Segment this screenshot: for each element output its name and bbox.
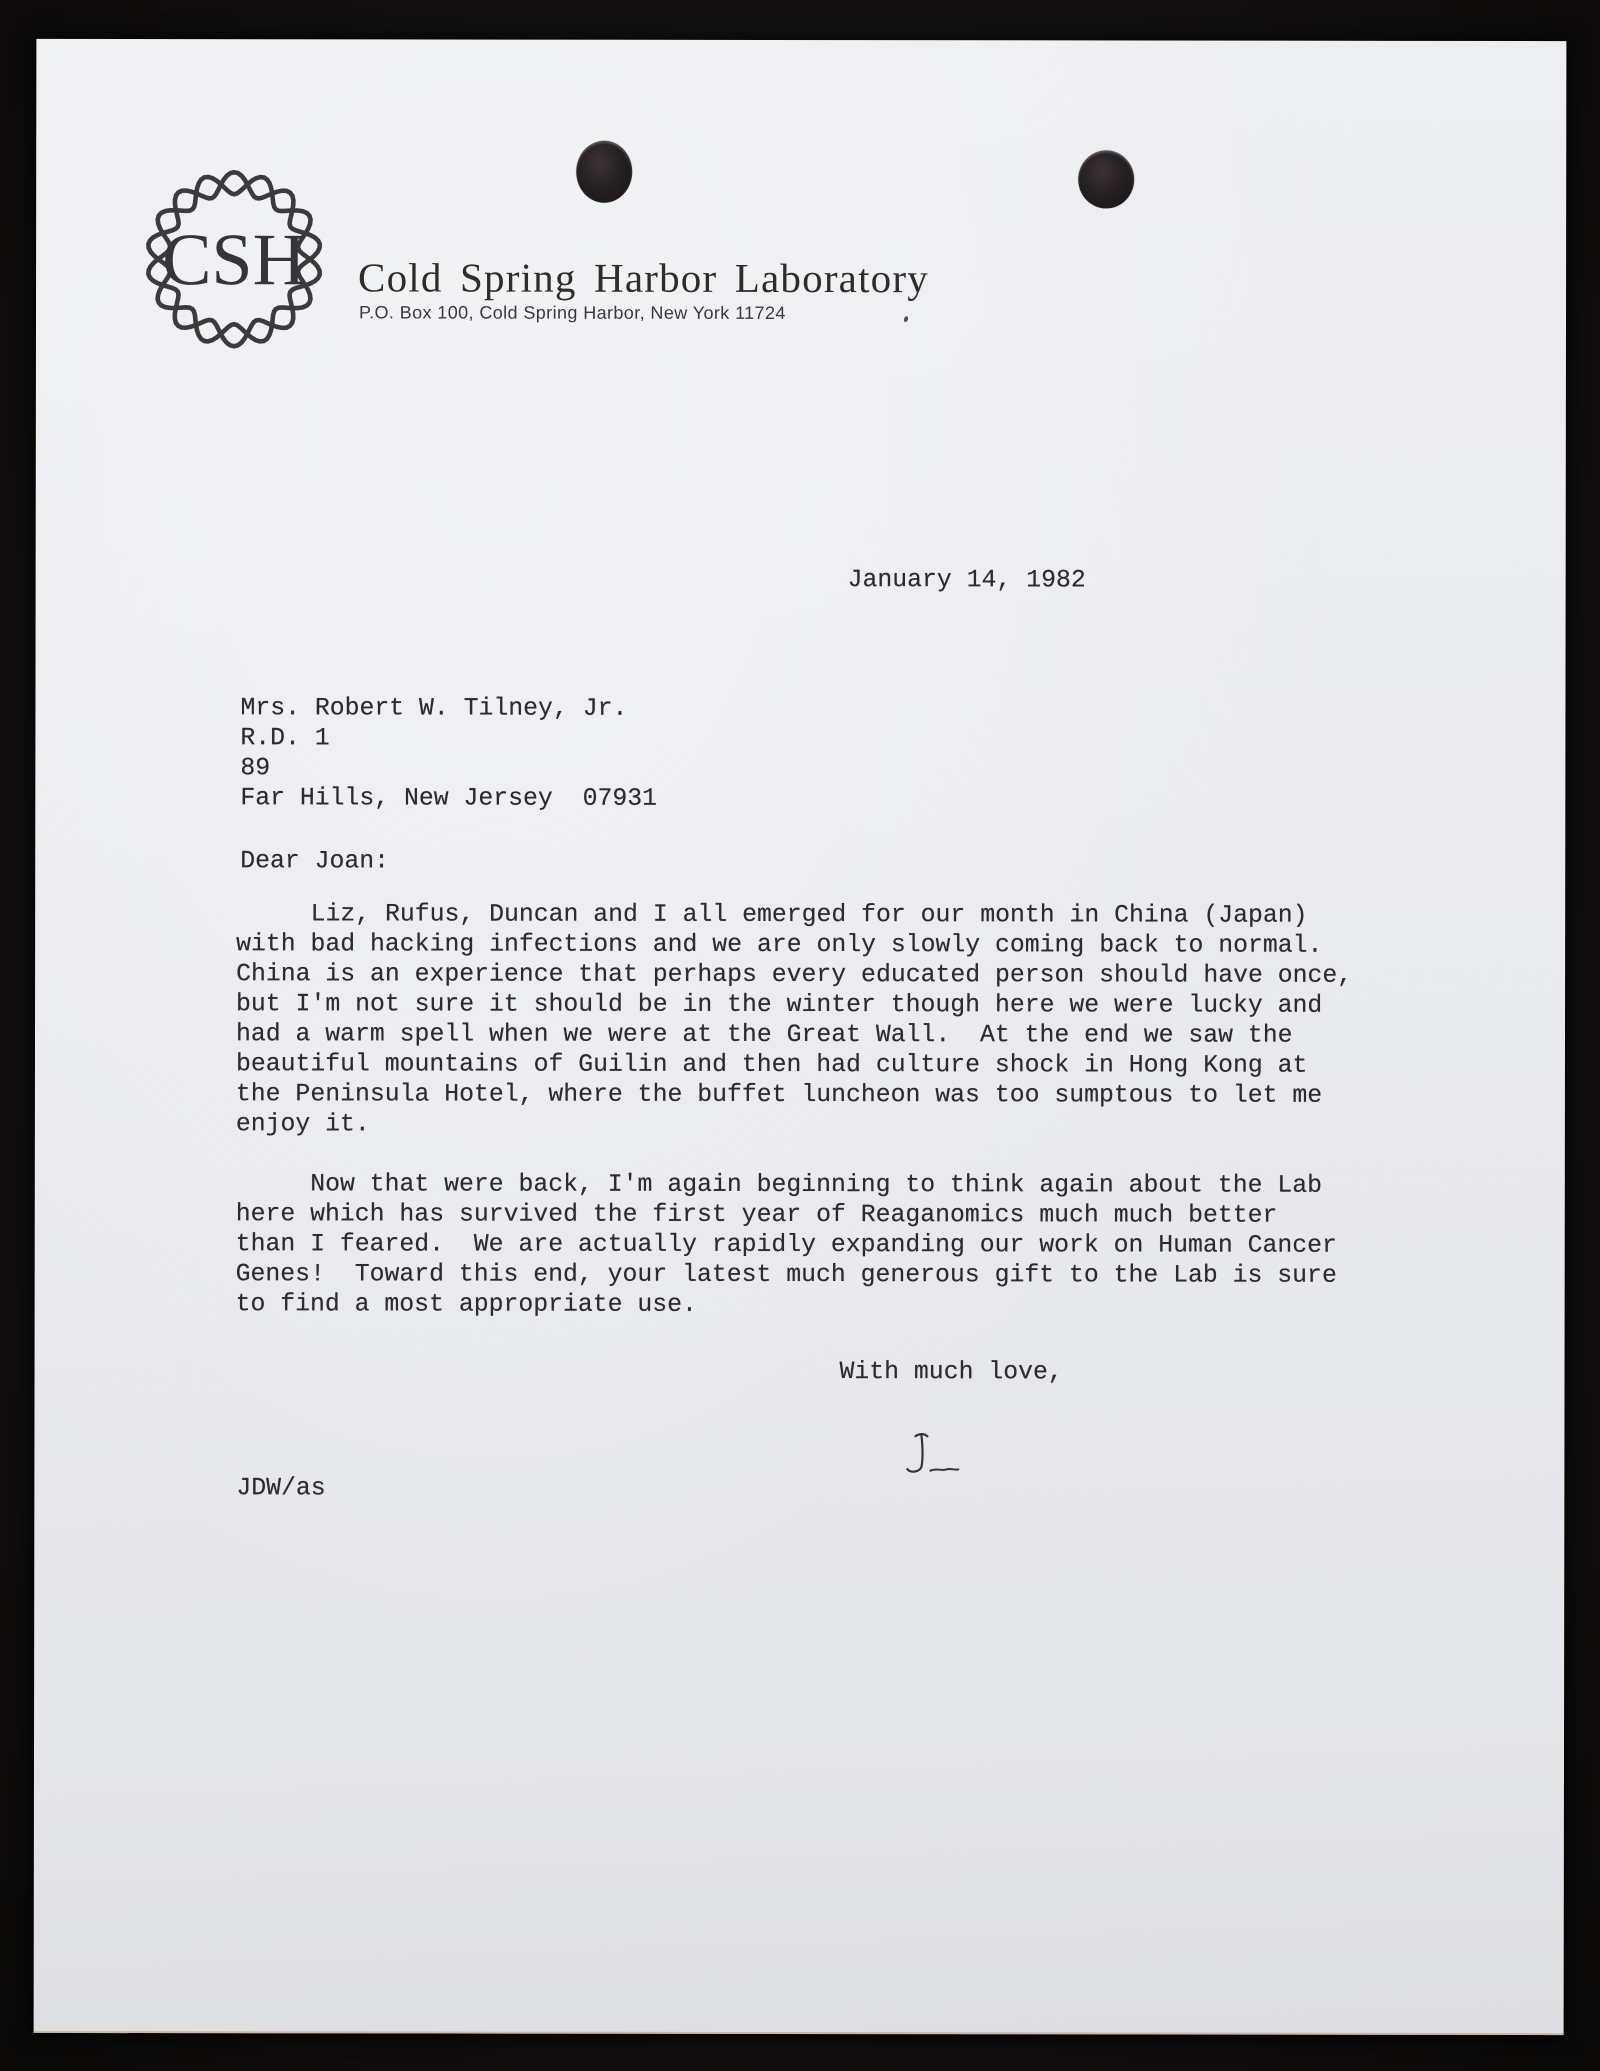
org-address: P.O. Box 100, Cold Spring Harbor, New York 11724 [358, 302, 786, 323]
ink-speck [903, 316, 909, 323]
punch-hole-left [576, 141, 632, 203]
letter-date: January 14, 1982 [847, 566, 1086, 595]
recipient-address: Mrs. Robert W. Tilney, Jr. R.D. 1 89 Far Hills, New Jersey 07931 [240, 694, 658, 813]
closing-line: With much love, [839, 1358, 1063, 1387]
body-paragraph-1: Liz, Rufus, Duncan and I all emerged for our month in China (Japan) with bad hacking infections and we are only slowly coming back to normal. China is an experience that perhaps every educated person should have once, but I'm not sure it should be in the winter though here we were lucky and had a warm spell when we were at the Great Wall. At the end we saw the beautiful mountains of Guilin and then had culture shock in Hong Kong at the Peninsula Hotel, where the buffet luncheon was too sumptous to let me enjoy it. [235, 900, 1353, 1139]
body-paragraph-2: Now that were back, I'm again beginning to think again about the Lab here which has survived the first year of Reaganomics much much better than I feared. We are actually rapidly expanding our work on Human Cancer Genes! Toward this end, your latest much generous gift to the Lab is sure to find a most appropriate use. [235, 1170, 1337, 1319]
typist-initials: JDW/as [236, 1474, 326, 1503]
handwritten-signature [894, 1428, 974, 1488]
csh-logo [134, 159, 334, 359]
logo-text: CSH [162, 218, 307, 301]
org-name: Cold Spring Harbor Laboratory [358, 254, 929, 302]
punch-hole-right [1078, 150, 1134, 208]
letter-page [34, 39, 1567, 2035]
salutation: Dear Joan: [240, 847, 390, 876]
